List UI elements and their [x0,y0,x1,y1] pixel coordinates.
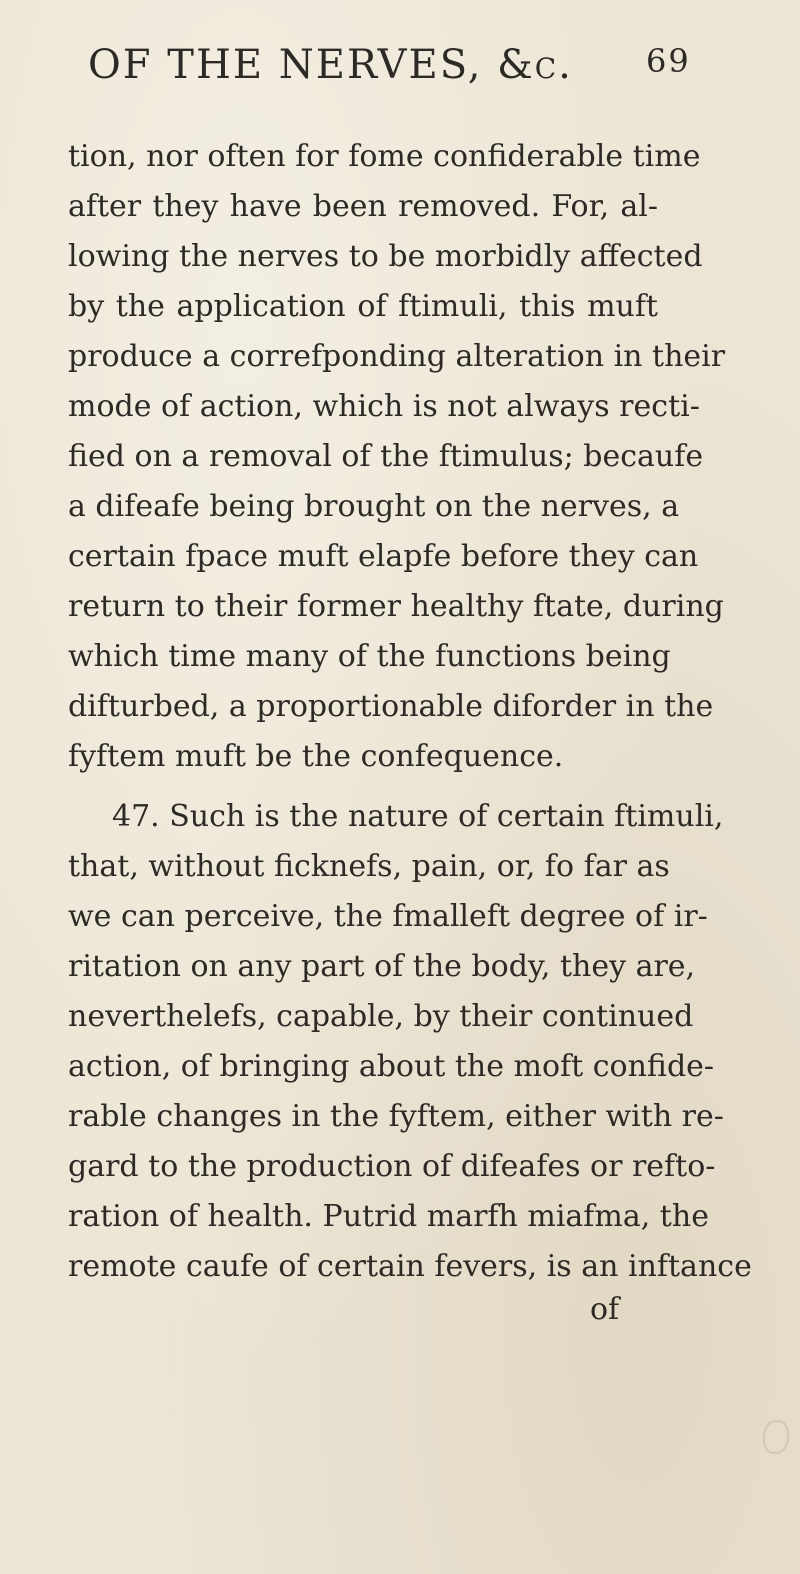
text-line: rable changes in the fyftem, either with re- [68,1099,724,1134]
text-line: a difeafe being brought on the nerves, a [68,489,680,524]
text-line: return to their former healthy ftate, during [68,589,724,624]
text-line: that, without ficknefs, pain, or, fo far as [68,849,670,884]
text-line: fied on a removal of the ftimulus; becaufe [68,439,704,474]
text-line: neverthelefs, capable, by their continued [68,999,694,1034]
text-line: mode of action, which is not always recti- [68,389,700,424]
text-line: which time many of the functions being [68,639,671,674]
paper-stain [763,1420,789,1454]
page-number: 69 [646,42,691,80]
paragraph-continued [68,132,726,782]
text-line: we can perceive, the fmalleft degree of ir- [68,899,708,934]
text-line: certain fpace muft elapfe before they can [68,539,699,574]
text-line: ritation on any part of the body, they are, [68,949,696,984]
running-title: OF THE NERVES, &c. [88,42,573,88]
text-line: remote caufe of certain fevers, is an inftance [68,1249,752,1284]
text-line: action, of bringing about the moft confide- [68,1049,715,1084]
text-line: tion, nor often for fome confiderable time [68,139,701,174]
text-line: ration of health. Putrid marfh miafma, the [68,1199,709,1234]
text-line: lowing the nerves to be morbidly affected [68,239,703,274]
text-line: difturbed, a proportionable diforder in the [68,689,714,724]
text-line: after they have been removed. For, al- [68,189,658,224]
paragraph-47 [68,792,752,1292]
catchword: of [590,1292,620,1327]
text-line: 47. Such is the nature of certain ftimuli, [112,799,724,834]
text-line: by the application of ftimuli, this muft [68,289,658,324]
text-line: produce a correfponding alteration in their [68,339,726,374]
text-line: gard to the production of difeafes or refto- [68,1149,716,1184]
text-line: fyftem muft be the confequence. [68,739,564,774]
running-header [88,42,691,88]
